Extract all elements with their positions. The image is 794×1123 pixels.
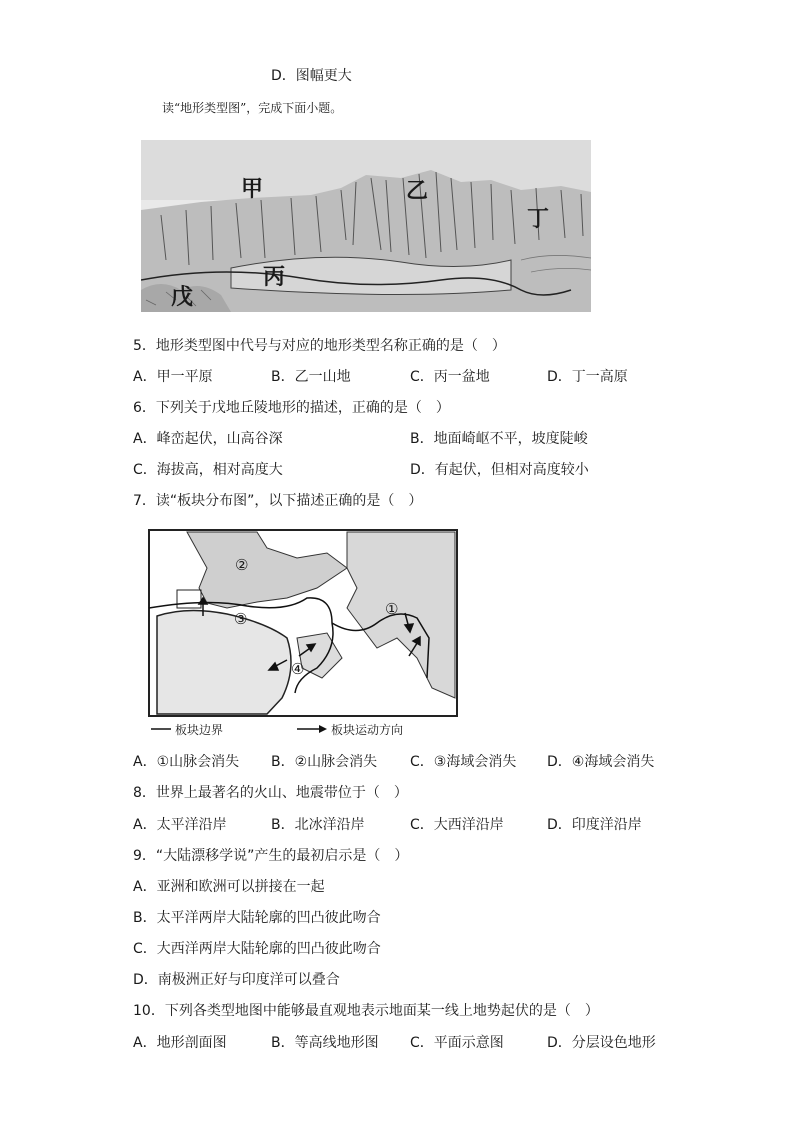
label-ding: 丁 [527,207,550,232]
label-jia: 甲 [241,177,264,202]
q5-option-a[interactable]: A．甲一平原 [133,369,213,385]
q7-option-b[interactable]: B．②山脉会消失 [271,754,378,770]
q10-options [133,1033,774,1053]
q10-stem: 10．下列各类型地图中能够最直观地表示地面某一线上地势起伏的是（ ） [133,1003,599,1019]
label-wu: 戊 [171,285,194,310]
q5-option-d[interactable]: D．丁一高原 [547,369,628,385]
q6-option-d[interactable]: D．有起伏，但相对高度较小 [410,462,589,478]
q7-option-d[interactable]: D．④海域会消失 [547,754,655,770]
q10-option-d[interactable]: D．分层设色地形 [547,1035,656,1051]
q5-option-c[interactable]: C．丙一盆地 [410,369,490,385]
label-yi: 乙 [406,179,429,204]
label-bing: 丙 [263,265,286,290]
marker-4: ④ [291,660,305,678]
q10-option-c[interactable]: C．平面示意图 [410,1035,504,1051]
marker-1: ① [385,600,399,618]
q6-options-row2 [133,460,774,480]
q9-option-a[interactable]: A．亚洲和欧洲可以拼接在一起 [133,879,325,895]
q8-option-a[interactable]: A．太平洋沿岸 [133,817,227,833]
q9-option-d[interactable]: D．南极洲正好与印度洋可以叠合 [133,972,340,988]
q6-options-row1 [133,429,774,449]
plate-map-figure [147,528,459,743]
q9-option-b[interactable]: B．太平洋两岸大陆轮廓的凹凸彼此吻合 [133,910,381,926]
landform-figure [141,140,591,312]
q6-option-b[interactable]: B．地面崎岖不平，坡度陡峻 [410,431,588,447]
marker-2: ② [235,556,249,574]
q6-option-a[interactable]: A．峰峦起伏，山高谷深 [133,431,283,447]
q9-option-c[interactable]: C．大西洋两岸大陆轮廓的凹凸彼此吻合 [133,941,381,957]
q6-stem: 6．下列关于戊地丘陵地形的描述，正确的是（ ） [133,400,450,416]
q10-option-a[interactable]: A．地形剖面图 [133,1035,227,1051]
q7-option-a[interactable]: A．①山脉会消失 [133,754,240,770]
q8-stem: 8．世界上最著名的火山、地震带位于（ ） [133,785,408,801]
q6-option-c[interactable]: C．海拔高，相对高度大 [133,462,283,478]
prev-option-d: D．图幅更大 [271,68,352,84]
plate-map [147,528,459,743]
landform-sketch [141,140,591,312]
marker-3: ③ [234,610,248,628]
legend-boundary: 板块边界 [175,723,224,737]
q5-option-b[interactable]: B．乙一山地 [271,369,351,385]
q8-option-c[interactable]: C．大西洋沿岸 [410,817,504,833]
q7-option-c[interactable]: C．③海域会消失 [410,754,517,770]
q8-option-b[interactable]: B．北冰洋沿岸 [271,817,365,833]
legend-motion: 板块运动方向 [331,723,404,737]
q8-option-d[interactable]: D．印度洋沿岸 [547,817,642,833]
q8-options [133,815,774,835]
q10-option-b[interactable]: B．等高线地形图 [271,1035,379,1051]
q9-stem: 9．“大陆漂移学说”产生的最初启示是（ ） [133,848,409,864]
q5-stem: 5．地形类型图中代号与对应的地形类型名称正确的是（ ） [133,338,506,354]
q7-stem: 7．读“板块分布图”，以下描述正确的是（ ） [133,493,423,509]
q7-options [133,752,774,772]
q5-options [133,367,774,387]
intro-text: 读“地形类型图”，完成下面小题。 [162,101,343,115]
